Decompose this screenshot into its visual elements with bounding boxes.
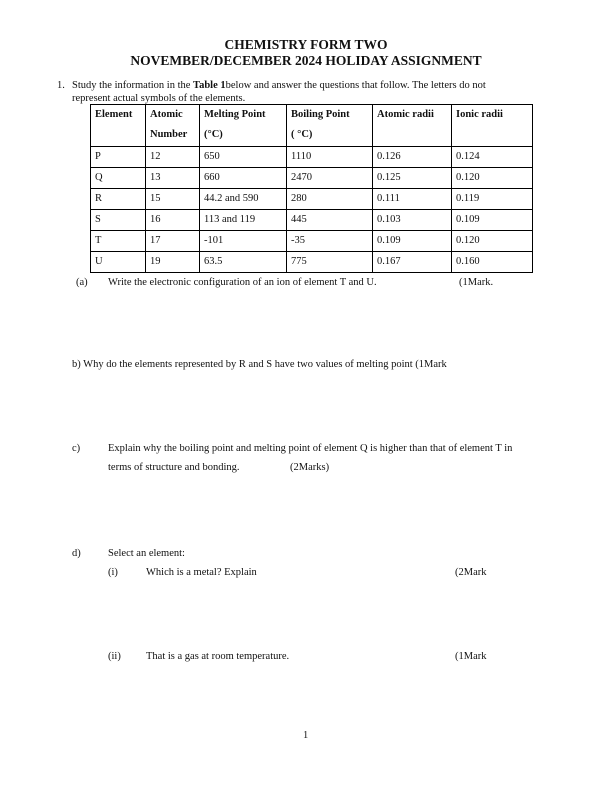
table-cell: 13 xyxy=(146,168,200,189)
header-cell: Ionic radii xyxy=(452,105,533,147)
table-row xyxy=(91,147,533,168)
table-cell: 15 xyxy=(146,189,200,210)
table-cell: 0.125 xyxy=(373,168,452,189)
table-cell: P xyxy=(91,147,146,168)
table-cell: 12 xyxy=(146,147,200,168)
table-cell: 445 xyxy=(287,210,373,231)
table-cell: 0.124 xyxy=(452,147,533,168)
table-cell: 44.2 and 590 xyxy=(200,189,287,210)
question-c-label: c) xyxy=(72,443,81,454)
intro-text: below and answer the questions that follow. The letters do not xyxy=(225,80,486,91)
table-cell: Q xyxy=(91,168,146,189)
document-subtitle: NOVEMBER/DECEMBER 2024 HOLIDAY ASSIGNMENT xyxy=(130,53,482,68)
question-d-ii-label: (ii) xyxy=(108,651,121,662)
header-cell: Element xyxy=(91,105,146,147)
question-d-i-marks: (2Mark xyxy=(455,567,487,578)
table-cell: 0.103 xyxy=(373,210,452,231)
table-cell: 0.109 xyxy=(373,231,452,252)
question-b-text: b) Why do the elements represented by R and S have two values of melting point (1Mark xyxy=(72,359,447,370)
table-row xyxy=(91,189,533,210)
question-c-text-continued: terms of structure and bonding. xyxy=(108,462,240,473)
question-intro xyxy=(72,80,486,91)
table-cell: 19 xyxy=(146,252,200,273)
table-cell: 0.160 xyxy=(452,252,533,273)
table-cell: 0.119 xyxy=(452,189,533,210)
table-row xyxy=(91,252,533,273)
header-cell: Melting Point (°C) xyxy=(200,105,287,147)
page-number: 1 xyxy=(303,730,309,741)
question-a-label: (a) xyxy=(76,277,88,288)
question-number: 1. xyxy=(57,80,65,91)
question-d-label: d) xyxy=(72,548,81,559)
question-d-text: Select an element: xyxy=(108,548,185,559)
table-cell: 0.111 xyxy=(373,189,452,210)
question-d-i-label: (i) xyxy=(108,567,118,578)
table-cell: U xyxy=(91,252,146,273)
table-cell: R xyxy=(91,189,146,210)
header-cell: Boiling Point ( °C) xyxy=(287,105,373,147)
table-cell: 775 xyxy=(287,252,373,273)
header-cell: Atomic radii xyxy=(373,105,452,147)
question-d-ii-text: That is a gas at room temperature. xyxy=(146,651,290,662)
table-reference: Table 1 xyxy=(193,80,226,91)
table-cell: 660 xyxy=(200,168,287,189)
table-cell: 1110 xyxy=(287,147,373,168)
table-row xyxy=(91,231,533,252)
table-cell: S xyxy=(91,210,146,231)
table-cell: 17 xyxy=(146,231,200,252)
question-d-ii-marks: (1Mark xyxy=(455,651,487,662)
table-cell: 16 xyxy=(146,210,200,231)
table-cell: -35 xyxy=(287,231,373,252)
table-cell: 0.120 xyxy=(452,231,533,252)
table-cell: -101 xyxy=(200,231,287,252)
table-cell: 280 xyxy=(287,189,373,210)
table-cell: 0.120 xyxy=(452,168,533,189)
table-cell: 113 and 119 xyxy=(200,210,287,231)
question-c-text: Explain why the boiling point and melting point of element Q is higher than that of element T in xyxy=(108,443,513,454)
question-d-i-text: Which is a metal? Explain xyxy=(146,567,257,578)
table-cell: T xyxy=(91,231,146,252)
table-cell: 650 xyxy=(200,147,287,168)
header-cell: Atomic Number xyxy=(146,105,200,147)
table-cell: 0.167 xyxy=(373,252,452,273)
table-row xyxy=(91,168,533,189)
document-title: CHEMISTRY FORM TWO xyxy=(224,37,388,52)
question-intro-continued: represent actual symbols of the elements. xyxy=(72,93,246,104)
question-c-marks: (2Marks) xyxy=(290,462,330,473)
question-a-marks: (1Mark. xyxy=(459,277,494,288)
table-cell: 2470 xyxy=(287,168,373,189)
table-row xyxy=(91,210,533,231)
element-data-table xyxy=(90,104,533,273)
table-header-row xyxy=(91,105,533,147)
intro-text: Study the information in the xyxy=(72,80,194,91)
table-cell: 0.109 xyxy=(452,210,533,231)
question-a-text: Write the electronic configuration of an ion of element T and U. xyxy=(108,277,377,288)
table-cell: 63.5 xyxy=(200,252,287,273)
table-cell: 0.126 xyxy=(373,147,452,168)
